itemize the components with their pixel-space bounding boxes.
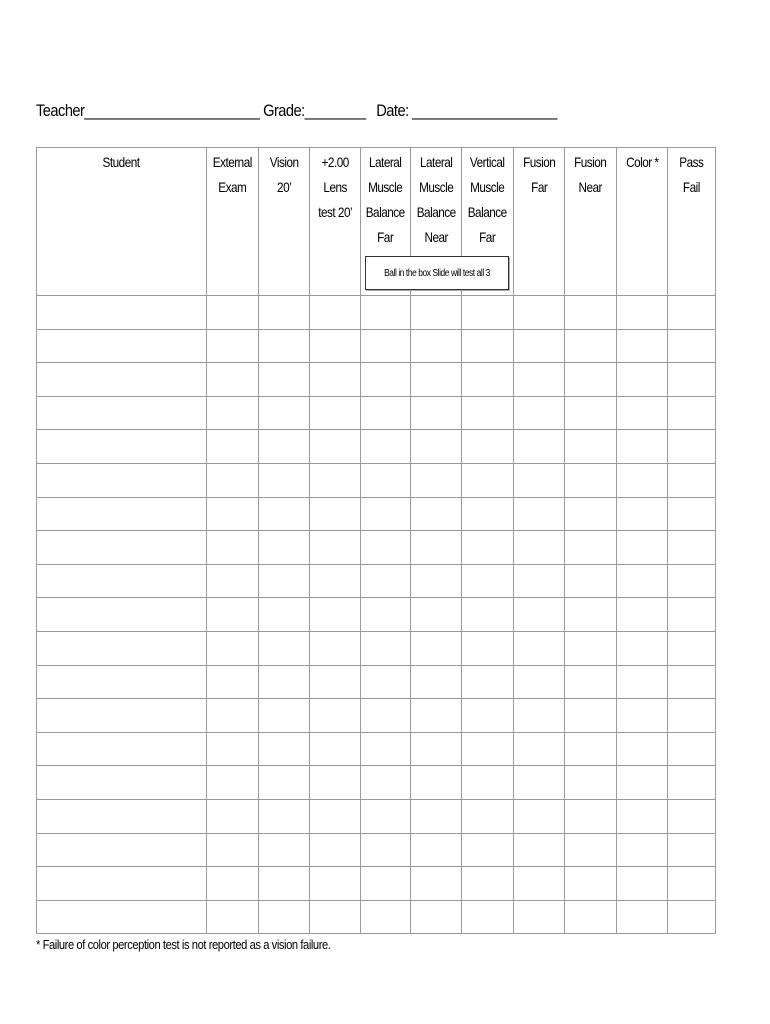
table-cell[interactable]: [37, 296, 207, 330]
table-cell[interactable]: [565, 329, 617, 363]
table-cell[interactable]: [207, 363, 259, 397]
table-cell[interactable]: [411, 867, 462, 901]
table-cell[interactable]: [37, 732, 207, 766]
table-cell[interactable]: [310, 497, 361, 531]
table-cell[interactable]: [565, 598, 617, 632]
table-row: [37, 631, 716, 665]
table-cell[interactable]: [37, 531, 207, 565]
table-cell[interactable]: [617, 564, 668, 598]
table-cell[interactable]: [259, 799, 310, 833]
table-cell[interactable]: [514, 699, 565, 733]
table-cell[interactable]: [259, 699, 310, 733]
table-cell[interactable]: [514, 833, 565, 867]
table-cell[interactable]: [259, 833, 310, 867]
table-cell[interactable]: [617, 699, 668, 733]
table-cell[interactable]: [617, 497, 668, 531]
table-cell[interactable]: [259, 497, 310, 531]
col-external-exam: External Exam: [207, 148, 259, 296]
table-cell[interactable]: [207, 531, 259, 565]
table-cell[interactable]: [565, 430, 617, 464]
table-cell[interactable]: [259, 329, 310, 363]
table-cell[interactable]: [310, 531, 361, 565]
table-cell[interactable]: [565, 799, 617, 833]
table-cell[interactable]: [310, 699, 361, 733]
table-cell[interactable]: [207, 396, 259, 430]
table-cell[interactable]: [259, 531, 310, 565]
table-cell[interactable]: [37, 430, 207, 464]
table-cell[interactable]: [310, 867, 361, 901]
table-cell[interactable]: [514, 564, 565, 598]
table-cell[interactable]: [310, 799, 361, 833]
table-cell[interactable]: [668, 329, 716, 363]
table-cell[interactable]: [207, 732, 259, 766]
table-cell[interactable]: [514, 396, 565, 430]
table-cell[interactable]: [668, 296, 716, 330]
table-cell[interactable]: [565, 699, 617, 733]
col-pass-fail: Pass Fail: [668, 148, 716, 296]
table-row: [37, 396, 716, 430]
table-cell[interactable]: [361, 631, 411, 665]
table-cell[interactable]: [668, 463, 716, 497]
table-cell[interactable]: [462, 833, 514, 867]
col-vision: Vision 20’: [259, 148, 310, 296]
table-cell[interactable]: [514, 463, 565, 497]
table-row: [37, 296, 716, 330]
table-cell[interactable]: [617, 430, 668, 464]
table-cell[interactable]: [617, 463, 668, 497]
table-cell[interactable]: [361, 430, 411, 464]
table-cell[interactable]: [462, 564, 514, 598]
table-cell[interactable]: [668, 732, 716, 766]
table-cell[interactable]: [361, 732, 411, 766]
table-cell[interactable]: [565, 531, 617, 565]
table-cell[interactable]: [411, 329, 462, 363]
table-cell[interactable]: [310, 732, 361, 766]
table-row: [37, 497, 716, 531]
table-cell[interactable]: [361, 766, 411, 800]
table-cell[interactable]: [668, 833, 716, 867]
table-cell[interactable]: [617, 900, 668, 934]
table-cell[interactable]: [207, 833, 259, 867]
table-cell[interactable]: [361, 296, 411, 330]
table-cell[interactable]: [207, 631, 259, 665]
table-cell[interactable]: [617, 396, 668, 430]
table-cell[interactable]: [668, 699, 716, 733]
table-cell[interactable]: [310, 329, 361, 363]
table-cell[interactable]: [37, 463, 207, 497]
table-cell[interactable]: [310, 463, 361, 497]
col-lateral-far: Lateral Muscle Balance Far Ball in the box Slide will test all 3: [361, 148, 411, 296]
table-cell[interactable]: [207, 799, 259, 833]
table-row: [37, 699, 716, 733]
table-cell[interactable]: [514, 900, 565, 934]
table-cell[interactable]: [462, 867, 514, 901]
table-cell[interactable]: [310, 296, 361, 330]
table-cell[interactable]: [361, 329, 411, 363]
table-row: [37, 766, 716, 800]
footnote: * Failure of color perception test is not reported as a vision failure.: [36, 937, 331, 952]
table-cell[interactable]: [668, 665, 716, 699]
table-cell[interactable]: [207, 665, 259, 699]
form-header: [36, 101, 638, 121]
table-cell[interactable]: [514, 430, 565, 464]
table-cell[interactable]: [565, 564, 617, 598]
table-cell[interactable]: [462, 699, 514, 733]
table-cell[interactable]: [462, 329, 514, 363]
table-cell[interactable]: [361, 867, 411, 901]
table-cell[interactable]: [361, 900, 411, 934]
table-cell[interactable]: [310, 363, 361, 397]
table-cell[interactable]: [617, 296, 668, 330]
date-label: Date:: [376, 101, 409, 120]
table-cell[interactable]: [310, 598, 361, 632]
screening-table: [36, 147, 716, 934]
table-cell[interactable]: [361, 564, 411, 598]
table-cell[interactable]: [462, 732, 514, 766]
table-cell[interactable]: [565, 363, 617, 397]
grade-blank[interactable]: ________: [304, 101, 366, 120]
table-cell[interactable]: [411, 564, 462, 598]
table-cell[interactable]: [668, 867, 716, 901]
table-body: [37, 296, 716, 934]
table-cell[interactable]: [207, 766, 259, 800]
table-cell[interactable]: [565, 900, 617, 934]
table-cell[interactable]: [411, 396, 462, 430]
teacher-label: Teacher: [36, 101, 85, 120]
table-cell[interactable]: [37, 665, 207, 699]
table-cell[interactable]: [668, 430, 716, 464]
table-cell[interactable]: [310, 833, 361, 867]
table-cell[interactable]: [411, 463, 462, 497]
table-cell[interactable]: [310, 900, 361, 934]
table-cell[interactable]: [411, 833, 462, 867]
table-cell[interactable]: [462, 665, 514, 699]
table-cell[interactable]: [207, 699, 259, 733]
table-cell[interactable]: [411, 497, 462, 531]
table-cell[interactable]: [361, 833, 411, 867]
table-cell[interactable]: [462, 463, 514, 497]
table-cell[interactable]: [207, 329, 259, 363]
table-cell[interactable]: [361, 531, 411, 565]
table-cell[interactable]: [565, 296, 617, 330]
col-color: Color *: [617, 148, 668, 296]
table-cell[interactable]: [259, 564, 310, 598]
table-cell[interactable]: [565, 732, 617, 766]
col-lens-test: +2.00 Lens test 20’: [310, 148, 361, 296]
table-cell[interactable]: [259, 598, 310, 632]
table-cell[interactable]: [514, 665, 565, 699]
table-cell[interactable]: [310, 665, 361, 699]
col-fusion-far: Fusion Far: [514, 148, 565, 296]
table-cell[interactable]: [207, 497, 259, 531]
table-cell[interactable]: [259, 867, 310, 901]
table-cell[interactable]: [668, 766, 716, 800]
table-cell[interactable]: [565, 497, 617, 531]
table-cell[interactable]: [514, 867, 565, 901]
table-cell[interactable]: [514, 531, 565, 565]
table-cell[interactable]: [514, 497, 565, 531]
table-cell[interactable]: [411, 732, 462, 766]
col-vertical-far: Vertical Muscle Balance Far: [462, 148, 514, 296]
table-cell[interactable]: [668, 799, 716, 833]
table-cell[interactable]: [411, 631, 462, 665]
table-cell[interactable]: [259, 430, 310, 464]
table-cell[interactable]: [259, 732, 310, 766]
table-cell[interactable]: [565, 833, 617, 867]
table-cell[interactable]: [310, 564, 361, 598]
table-cell[interactable]: [668, 497, 716, 531]
teacher-blank[interactable]: _______________________: [84, 101, 260, 120]
table-cell[interactable]: [361, 665, 411, 699]
table-cell[interactable]: [259, 766, 310, 800]
table-header-row: [37, 148, 716, 296]
table-cell[interactable]: [617, 329, 668, 363]
table-cell[interactable]: [207, 598, 259, 632]
table-row: [37, 799, 716, 833]
table-cell[interactable]: [207, 296, 259, 330]
table-cell[interactable]: [310, 396, 361, 430]
table-cell[interactable]: [668, 598, 716, 632]
table-cell[interactable]: [462, 531, 514, 565]
col-fusion-near: Fusion Near: [565, 148, 617, 296]
table-cell[interactable]: [617, 631, 668, 665]
table-cell[interactable]: [617, 799, 668, 833]
table-cell[interactable]: [514, 598, 565, 632]
table-cell[interactable]: [310, 766, 361, 800]
table-cell[interactable]: [668, 363, 716, 397]
muscle-balance-note: Ball in the box Slide will test all 3: [365, 256, 509, 290]
col-student: Student: [37, 148, 207, 296]
grade-label: Grade:: [263, 101, 305, 120]
table-cell[interactable]: [207, 900, 259, 934]
table-cell[interactable]: [259, 363, 310, 397]
table-cell[interactable]: [259, 296, 310, 330]
table-cell[interactable]: [565, 867, 617, 901]
table-cell[interactable]: [411, 799, 462, 833]
col-lateral-near: Lateral Muscle Balance Near: [411, 148, 462, 296]
table-cell[interactable]: [514, 799, 565, 833]
table-cell[interactable]: [514, 766, 565, 800]
table-row: [37, 430, 716, 464]
table-cell[interactable]: [361, 699, 411, 733]
table-cell[interactable]: [37, 564, 207, 598]
table-cell[interactable]: [37, 900, 207, 934]
table-cell[interactable]: [411, 699, 462, 733]
table-cell[interactable]: [462, 766, 514, 800]
table-cell[interactable]: [37, 631, 207, 665]
table-cell[interactable]: [617, 665, 668, 699]
table-cell[interactable]: [37, 329, 207, 363]
table-cell[interactable]: [411, 598, 462, 632]
table-cell[interactable]: [514, 363, 565, 397]
table-cell[interactable]: [411, 363, 462, 397]
table-cell[interactable]: [259, 396, 310, 430]
table-cell[interactable]: [514, 732, 565, 766]
table-cell[interactable]: [617, 867, 668, 901]
table-cell[interactable]: [361, 497, 411, 531]
table-cell[interactable]: [565, 665, 617, 699]
table-cell[interactable]: [37, 497, 207, 531]
table-row: [37, 732, 716, 766]
table-cell[interactable]: [565, 766, 617, 800]
table-cell[interactable]: [617, 833, 668, 867]
table-cell[interactable]: [462, 396, 514, 430]
table-cell[interactable]: [668, 564, 716, 598]
table-cell[interactable]: [411, 296, 462, 330]
table-cell[interactable]: [207, 430, 259, 464]
table-row: [37, 463, 716, 497]
table-cell[interactable]: [462, 430, 514, 464]
table-cell[interactable]: [668, 631, 716, 665]
table-row: [37, 329, 716, 363]
table-cell[interactable]: [361, 598, 411, 632]
table-cell[interactable]: [565, 631, 617, 665]
table-cell[interactable]: [207, 564, 259, 598]
table-cell[interactable]: [259, 631, 310, 665]
table-cell[interactable]: [617, 766, 668, 800]
table-row: [37, 833, 716, 867]
table-cell[interactable]: [37, 363, 207, 397]
table-cell[interactable]: [37, 867, 207, 901]
table-cell[interactable]: [411, 900, 462, 934]
table-cell[interactable]: [361, 799, 411, 833]
table-row: [37, 564, 716, 598]
table-cell[interactable]: [462, 497, 514, 531]
date-blank[interactable]: ___________________: [412, 101, 557, 120]
table-cell[interactable]: [361, 463, 411, 497]
table-cell[interactable]: [514, 329, 565, 363]
table-cell[interactable]: [361, 396, 411, 430]
table-cell[interactable]: [514, 296, 565, 330]
table-cell[interactable]: [310, 430, 361, 464]
table-cell[interactable]: [361, 363, 411, 397]
table-cell[interactable]: [617, 531, 668, 565]
table-cell[interactable]: [37, 699, 207, 733]
table-cell[interactable]: [617, 598, 668, 632]
table-cell[interactable]: [462, 631, 514, 665]
table-cell[interactable]: [462, 598, 514, 632]
table-cell[interactable]: [207, 463, 259, 497]
table-row: [37, 867, 716, 901]
table-cell[interactable]: [411, 665, 462, 699]
table-cell[interactable]: [37, 598, 207, 632]
table-row: [37, 665, 716, 699]
table-cell[interactable]: [411, 430, 462, 464]
table-row: [37, 531, 716, 565]
table-cell[interactable]: [411, 766, 462, 800]
table-row: [37, 363, 716, 397]
table-cell[interactable]: [411, 531, 462, 565]
table-cell[interactable]: [462, 363, 514, 397]
table-cell[interactable]: [668, 900, 716, 934]
table-cell[interactable]: [259, 665, 310, 699]
table-cell[interactable]: [668, 531, 716, 565]
table-cell[interactable]: [617, 732, 668, 766]
table-row: [37, 598, 716, 632]
table-cell[interactable]: [37, 396, 207, 430]
table-cell[interactable]: [259, 463, 310, 497]
table-cell[interactable]: [37, 799, 207, 833]
table-cell[interactable]: [310, 631, 361, 665]
table-cell[interactable]: [207, 867, 259, 901]
table-row: [37, 900, 716, 934]
table-cell[interactable]: [565, 396, 617, 430]
table-cell[interactable]: [514, 631, 565, 665]
table-cell[interactable]: [462, 296, 514, 330]
table-cell[interactable]: [259, 900, 310, 934]
table-cell[interactable]: [37, 766, 207, 800]
table-cell[interactable]: [37, 833, 207, 867]
table-cell[interactable]: [617, 363, 668, 397]
table-cell[interactable]: [462, 799, 514, 833]
table-cell[interactable]: [462, 900, 514, 934]
table-cell[interactable]: [565, 463, 617, 497]
table-cell[interactable]: [668, 396, 716, 430]
